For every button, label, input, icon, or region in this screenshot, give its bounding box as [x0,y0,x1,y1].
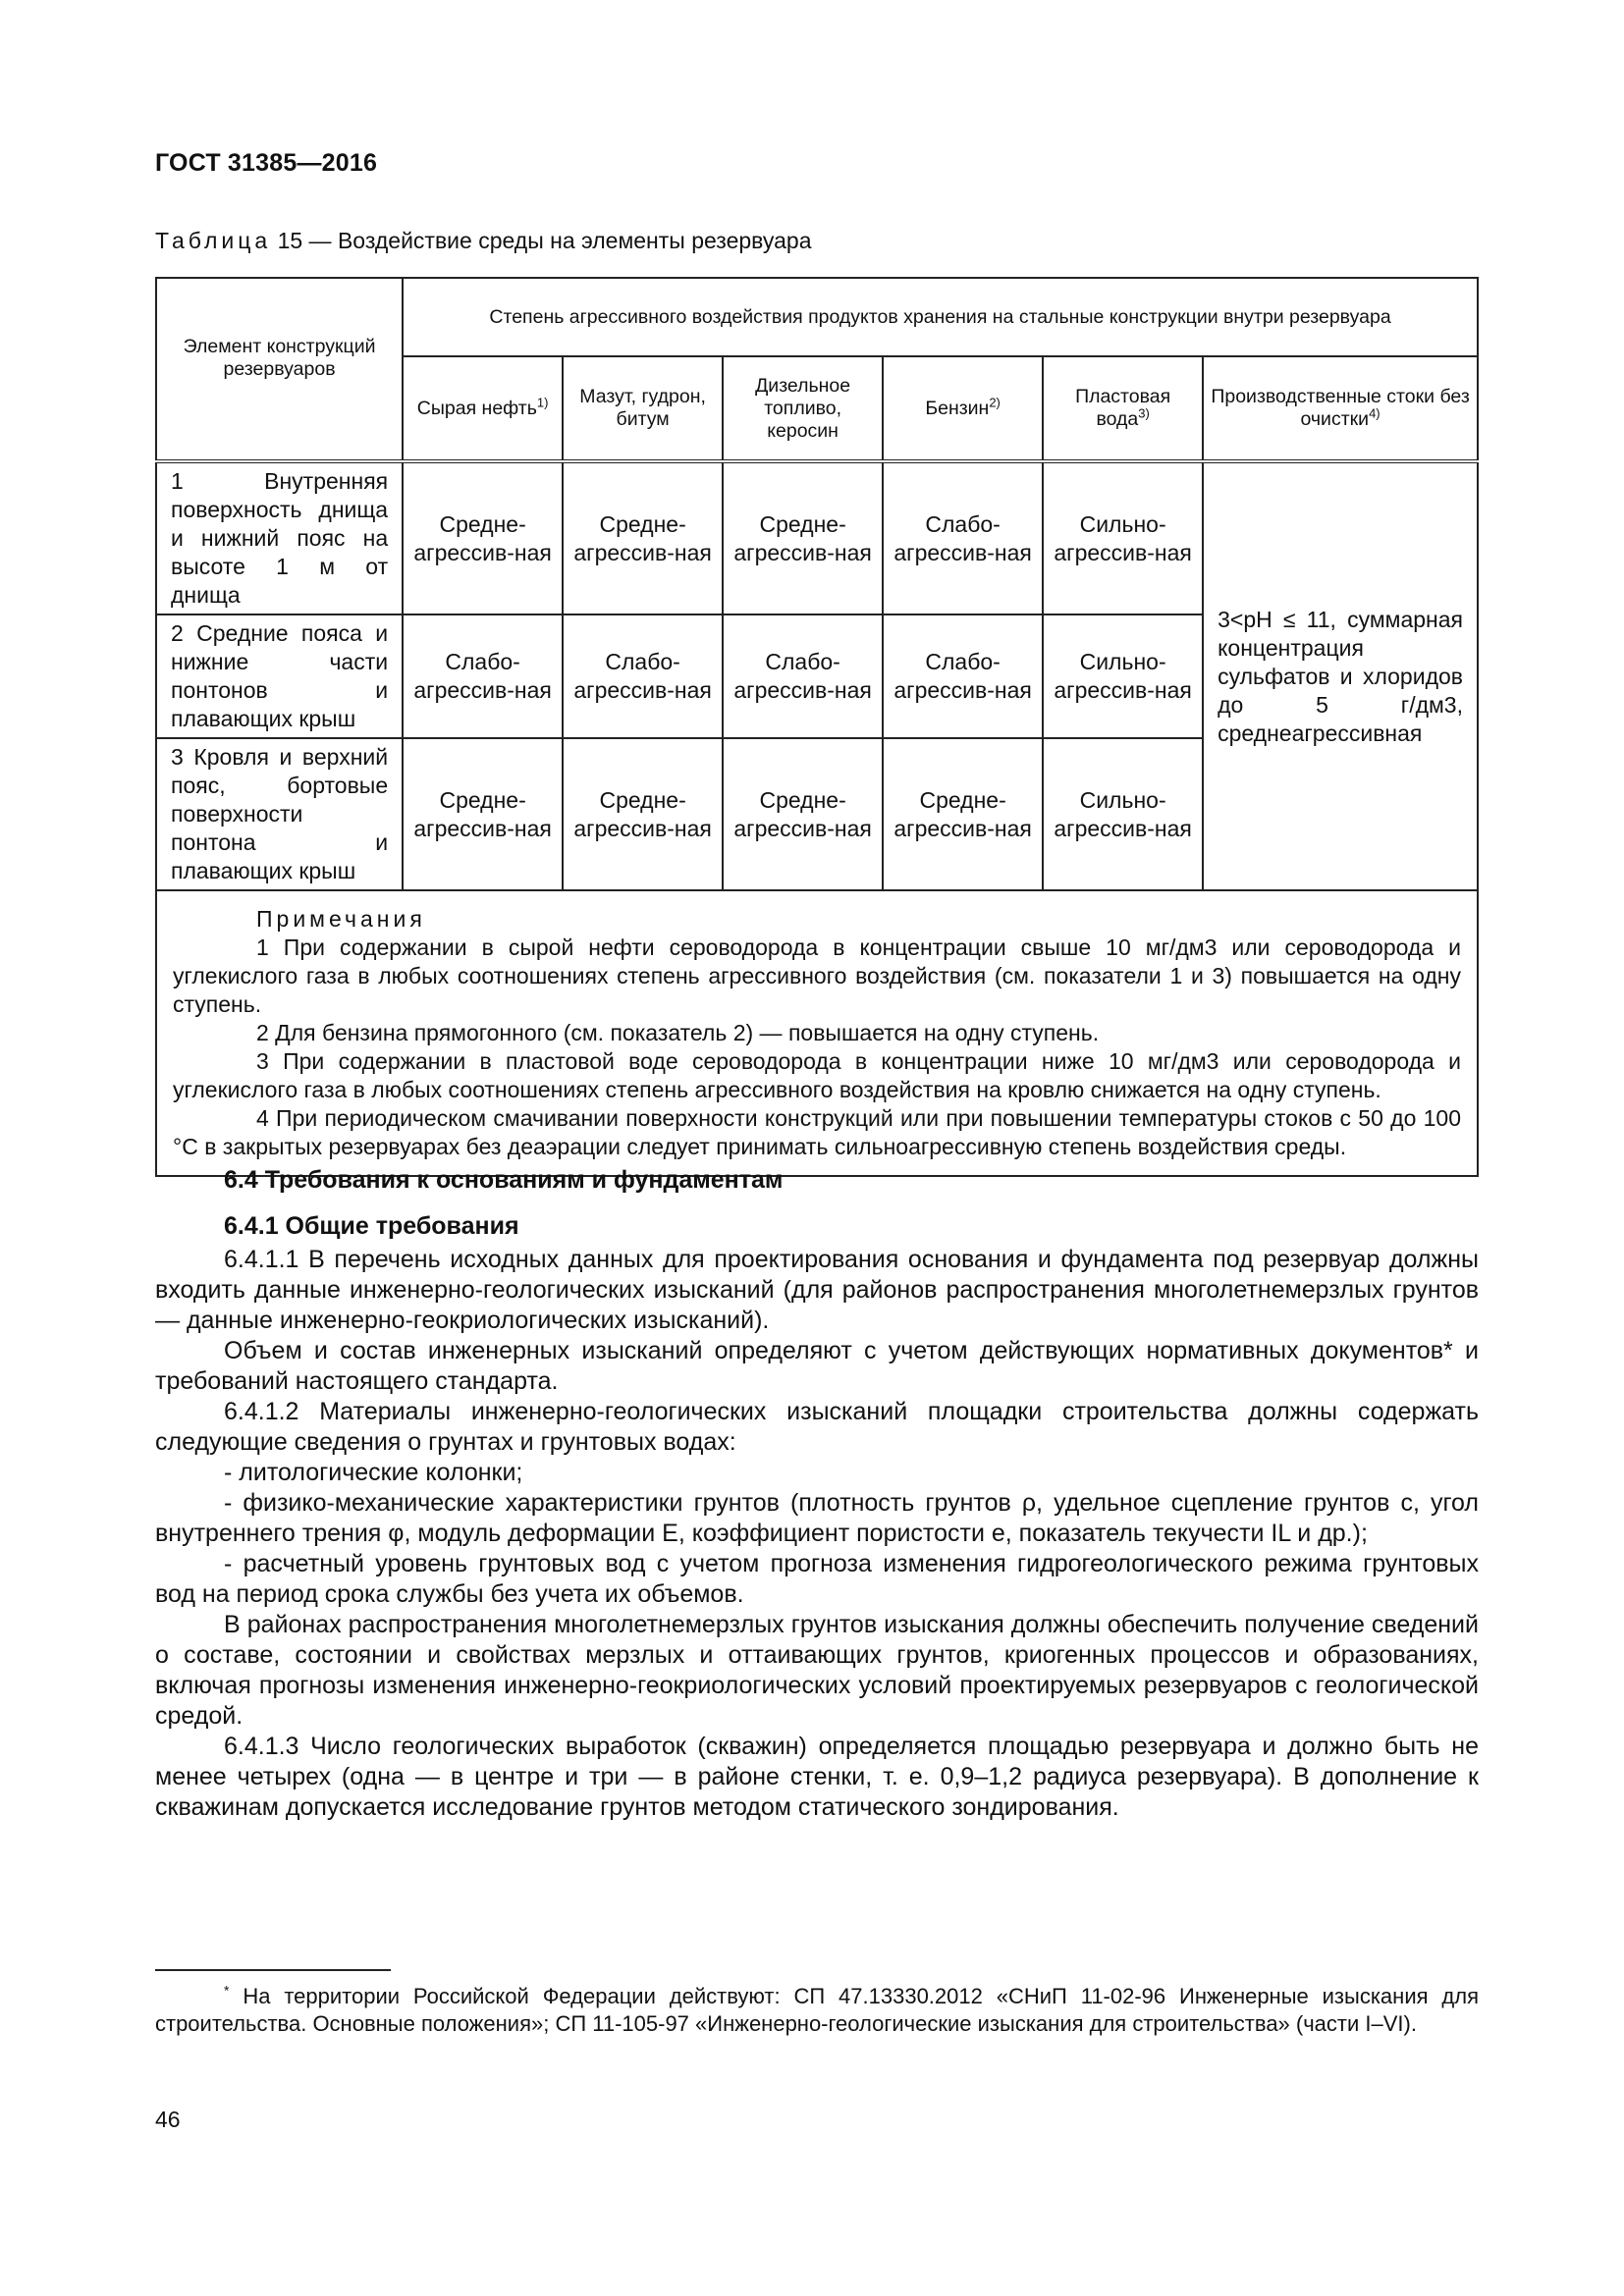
document-header: ГОСТ 31385—2016 [155,149,378,177]
grade-cell: Слабо-агрессив-ная [563,614,723,738]
table-notes [156,890,1478,1176]
row-element: 2 Средние пояса и нижние части понтонов и плавающих крыш [156,614,403,738]
list-item: - физико-механические характеристики грунтов (плотность грунтов ρ, удельное сцепление грунтов c, угол внутреннего трения φ, модуль деформации E, коэффициент пористости e, показатель текучести IL и др.); [155,1489,1479,1547]
grade-cell: Слабо-агрессив-ная [403,614,563,738]
grade-cell: Слабо-агрессив-ная [883,614,1043,738]
grade-cell: Средне-агрессив-ная [403,738,563,890]
paragraph: 6.4.1.2 Материалы инженерно-геологических изысканий площадки строительства должны содержать следующие сведения о грунтах и грунтовых водах: [155,1398,1479,1456]
grade-cell: Средне-агрессив-ная [883,738,1043,890]
grade-cell: Средне-агрессив-ная [723,738,883,890]
grade-cell: Слабо-агрессив-ная [883,461,1043,614]
row-element: 1 Внутренняя поверхность днища и нижний пояс на высоте 1 м от днища [156,461,403,614]
environment-table [155,277,1479,1177]
column-header-gasoline: Бензин$^{2)}$ [883,356,1043,461]
section-body [155,1245,1479,1823]
notes-title: Примечания [256,906,426,932]
column-header-industrial-waste: Производственные стоки без очистки$^{4)}$ [1203,356,1478,461]
column-header-fuel-oil: Мазут, гудрон, битум [563,356,723,461]
page-number: 46 [155,2107,181,2132]
column-header-diesel: Дизельное топливо, керосин [723,356,883,461]
grade-cell: Средне-агрессив-ная [723,461,883,614]
grade-cell: Слабо-агрессив-ная [723,614,883,738]
footnote [155,1983,1479,2038]
footnote-divider [155,1969,391,1971]
subsection-heading: 6.4.1 Общие требования [224,1212,519,1240]
grade-cell: Средне-агрессив-ная [403,461,563,614]
paragraph: 6.4.1.3 Число геологических выработок (скважин) определяется площадью резервуара и должно быть не менее четырех (одна — в центре и три — в районе стенки, т. е. 0,9–1,2 радиуса резервуара). В дополнение к скважинам допускается исследование грунтов методом статического зондирования. [155,1733,1479,1821]
note-item: 2 Для бензина прямогонного (см. показатель 2) — повышается на одну ступень. [256,1020,1100,1045]
paragraph: В районах распространения многолетнемерзлых грунтов изыскания должны обеспечить получение сведений о составе, состоянии и свойствах мерзлых и оттаивающих грунтов, криогенных процессов и образованиях, включая прогнозы изменения инженерно-геокриологических условий проектируемых резервуаров с геологической средой. [155,1611,1479,1730]
table-caption-word: Таблица [155,228,272,253]
grade-cell: Средне-агрессив-ная [563,738,723,890]
notes-row [156,890,1478,1176]
paragraph: 6.4.1.1 В перечень исходных данных для проектирования основания и фундамента под резервуар должны входить данные инженерно-геологических изысканий (для районов распространения многолетнемерзлых грунтов — данные инженерно-геокриологических изысканий). [155,1246,1479,1334]
table-caption-title: 15 — Воздействие среды на элементы резервуара [271,228,812,253]
grade-cell: Средне-агрессив-ная [563,461,723,614]
production-waste-cell: 3<pH ≤ 11, суммарная концентрация сульфатов и хлоридов до 5 г/дм3, среднеагрессивная [1203,461,1478,890]
note-item: 3 При содержании в пластовой воде сероводорода в концентрации ниже 10 мг/дм3 или сероводорода и углекислого газа в любых соотношениях степень агрессивного воздействия на кровлю снижается на одну ступень. [173,1048,1461,1102]
column-header-crude-oil: Сырая нефть$^{1)}$ [403,356,563,461]
grade-cell: Сильно-агрессив-ная [1043,461,1203,614]
list-item: - расчетный уровень грунтовых вод с учетом прогноза изменения гидрогеологического режима грунтовых вод на период срока службы без учета их объемов. [155,1550,1479,1608]
row-element: 3 Кровля и верхний пояс, бортовые поверхности понтона и плавающих крыш [156,738,403,890]
grade-cell: Сильно-агрессив-ная [1043,614,1203,738]
footnote-text: На территории Российской Федерации действуют: СП 47.13330.2012 «СНиП 11-02-96 Инженерные изыскания для строительства. Основные положения»; СП 11-105-97 «Инженерно-геологические изыскания для строительства» (части I–VI). [155,1984,1479,2036]
footnote-mark: * [224,1982,230,1999]
grade-cell: Сильно-агрессив-ная [1043,738,1203,890]
header-aggression-group: Степень агрессивного воздействия продуктов хранения на стальные конструкции внутри резервуара [403,278,1478,356]
note-item: 1 При содержании в сырой нефти сероводорода в концентрации свыше 10 мг/дм3 или сероводорода и углекислого газа в любых соотношениях степень агрессивного воздействия (см. показатели 1 и 3) повышается на одну ступень. [173,934,1461,1017]
section-heading: 6.4 Требования к основаниям и фундаментам [224,1166,784,1194]
paragraph: Объем и состав инженерных изысканий определяют с учетом действующих нормативных документов* и требований настоящего стандарта. [155,1337,1479,1395]
list-item: - литологические колонки; [224,1459,523,1486]
column-header-formation-water: Пластовая вода$^{3)}$ [1043,356,1203,461]
table-caption [155,228,811,254]
table-row [156,461,1478,614]
header-element: Элемент конструкций резервуаров [156,278,403,461]
note-item: 4 При периодическом смачивании поверхности конструкций или при повышении температуры стоков с 50 до 100 °С в закрытых резервуарах без деаэрации следует принимать сильноагрессивную степень воздействия среды. [173,1105,1461,1159]
